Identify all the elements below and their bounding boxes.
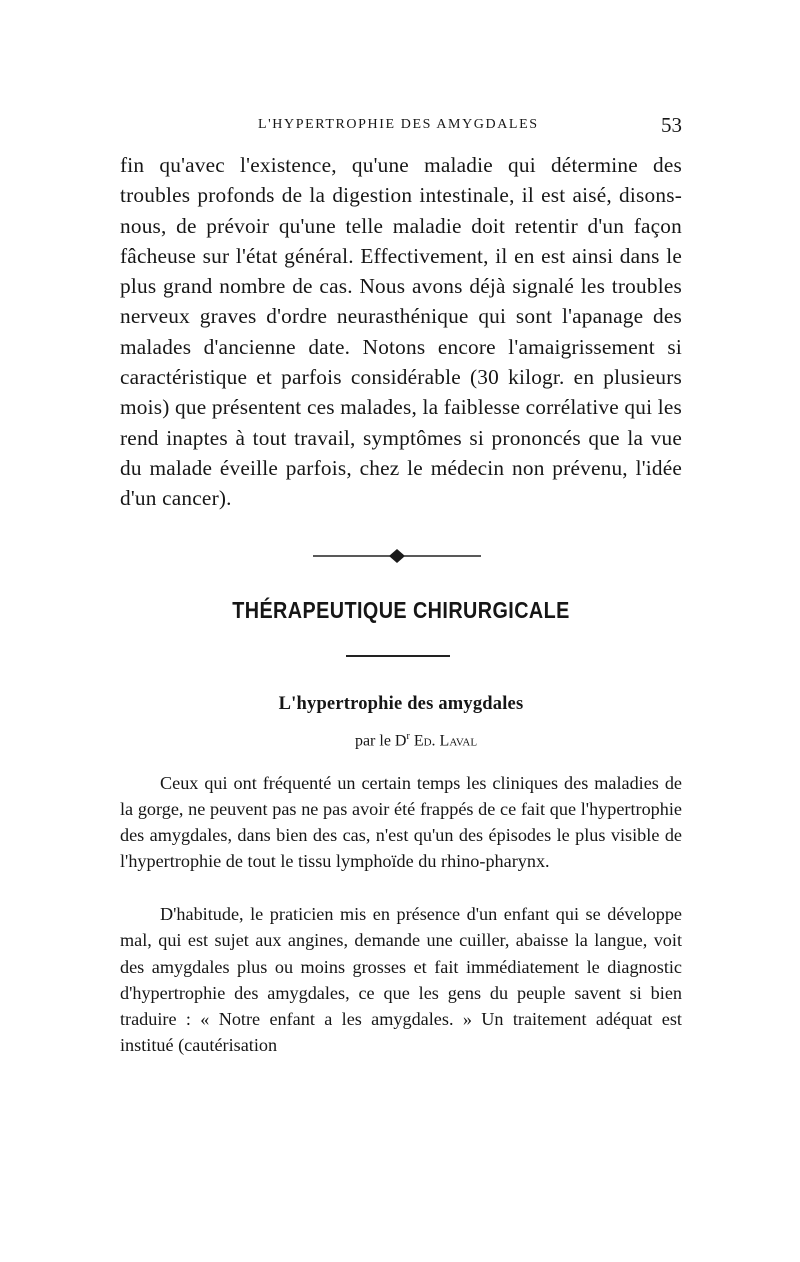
byline-author: Ed. Laval <box>413 732 478 750</box>
ornament-divider <box>313 546 481 566</box>
book-page <box>120 0 682 1262</box>
section-title: THÉRAPEUTIQUE CHIRURGICALE <box>232 597 570 623</box>
running-head <box>120 113 682 143</box>
page-number: 53 <box>661 113 682 137</box>
byline-prefix: par le D <box>354 732 407 750</box>
article-title: L'hypertrophie des amygdales <box>278 694 524 714</box>
running-title: L'HYPERTROPHIE DES AMYGDALES <box>258 117 539 132</box>
continued-paragraph: fin qu'avec l'existence, qu'une maladie qui détermine des troubles profonds de la digestion intestinale, il est aisé, disons-nous, de prévoir qu'une telle maladie doit retentir d'un façon fâcheuse sur l'état général. Effectivement, il en est ainsi dans le plus grand nombre de cas. Nous avons déjà signalé les troubles nerveux graves d'ordre neurasthénique qui sont l'apanage des malades d'ancienne date. Notons encore l'amaigrissement si caractéristique et parfois considérable (30 kilogr. en plusieurs mois) que présentent ces malades, la faiblesse corrélative qui les rend inaptes à tout travail, symptômes si prononcés que la vue du malade éveille parfois, chez le médecin non prévenu, l'idée d'un cancer). <box>120 153 682 511</box>
ornament-diamond <box>389 549 405 563</box>
byline-sup: r <box>406 731 410 742</box>
byline <box>120 731 682 750</box>
title-rule <box>346 655 450 657</box>
article-paragraph-2: D'habitude, le praticien mis en présence d'un enfant qui se développe mal, qui est sujet aux angines, demande une cuiller, abaisse la langue, voit des amygdales plus ou moins grosses et fait immédiatement le diagnostic d'hypertrophie des amygdales, ce que les gens du peuple savent si bien traduire : « Notre enfant a les amygdales. » Un traitement adéquat est institué (cautérisation <box>120 904 682 1056</box>
article-paragraph-1: Ceux qui ont fréquenté un certain temps les cliniques des maladies de la gorge, ne peuvent pas ne pas avoir été frappés de ce fait que l'hypertrophie des amygdales, dans bien des cas, n'est qu'un des épisodes le plus visible de l'hypertrophie de tout le tissu lymphoïde du rhino-pharynx. <box>120 773 682 872</box>
